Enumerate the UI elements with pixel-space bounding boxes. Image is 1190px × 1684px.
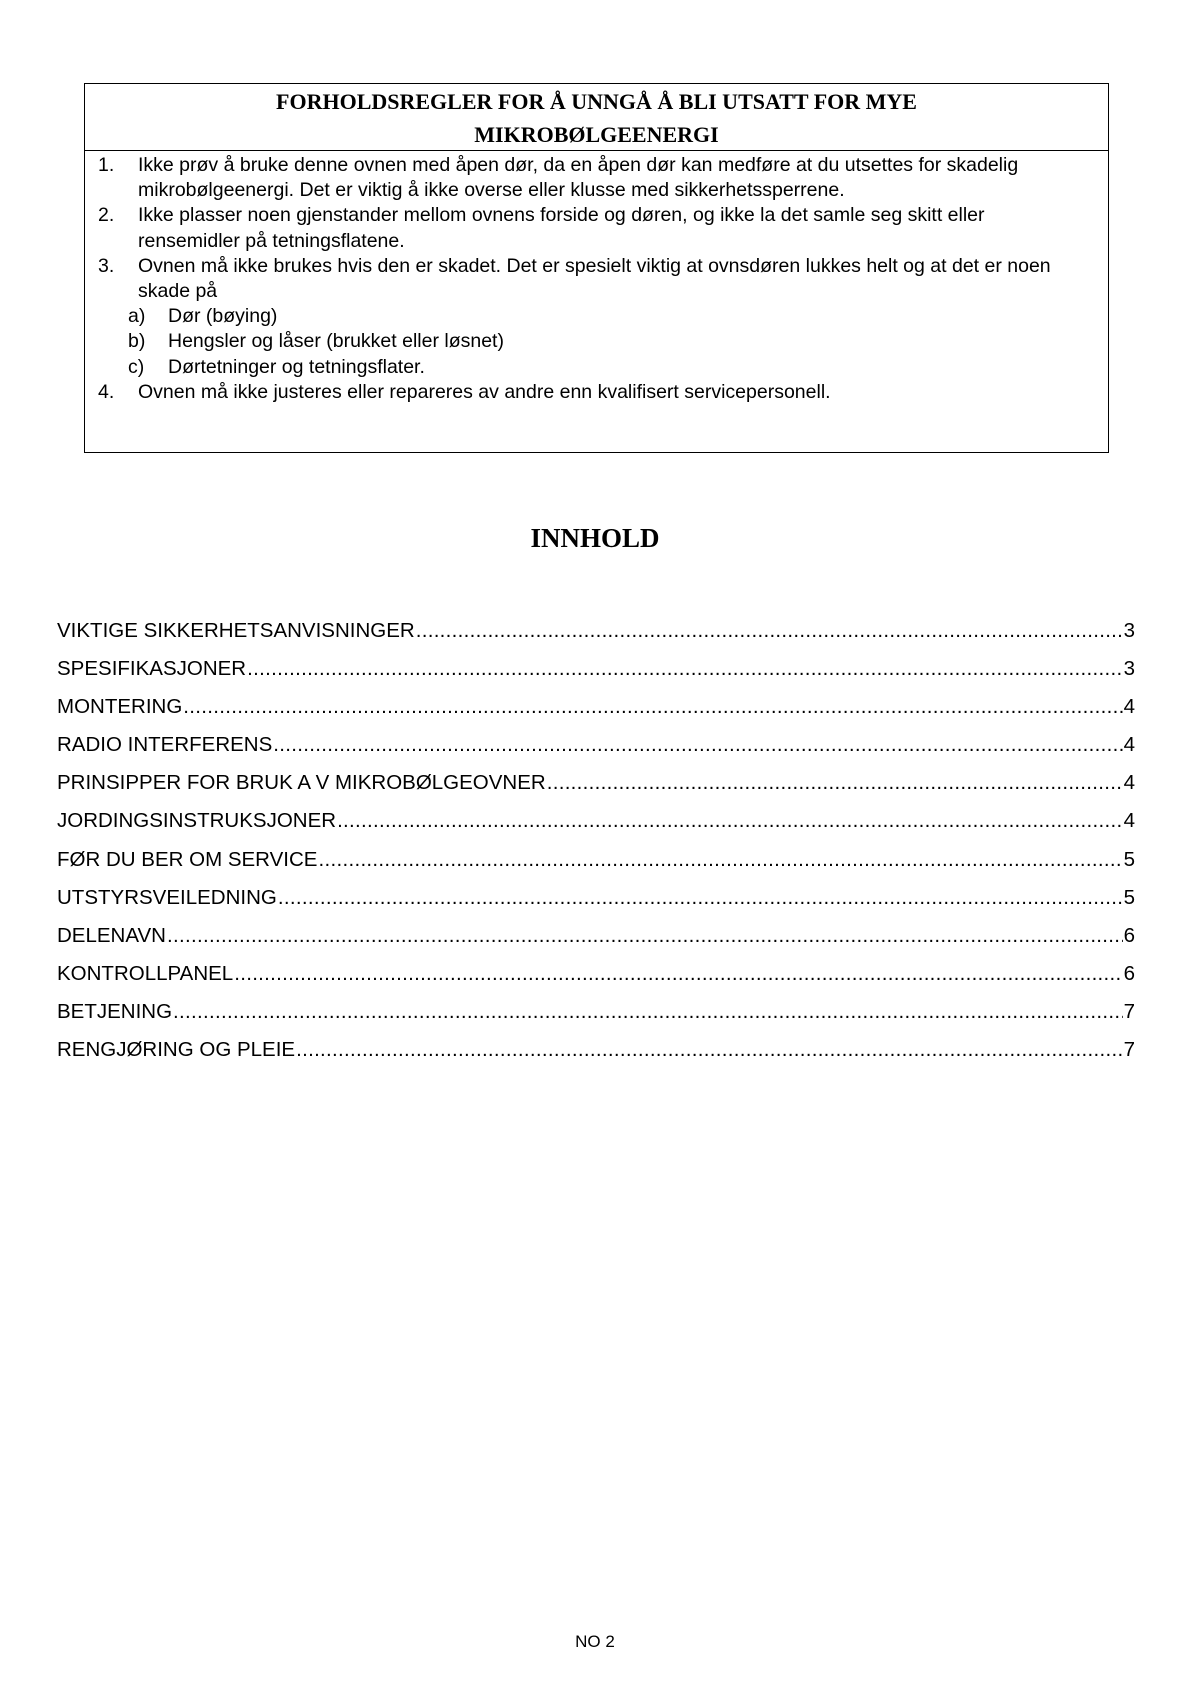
toc-leader-dots <box>296 1036 1123 1064</box>
toc-entry-page: 7 <box>1123 999 1135 1023</box>
toc-entry-page: 3 <box>1123 619 1135 642</box>
table-of-contents <box>57 617 1135 1074</box>
toc-leader-dots <box>337 807 1123 835</box>
toc-leader-dots <box>234 960 1122 988</box>
page-number-footer: NO 2 <box>575 1632 615 1651</box>
subitem-text: Dørtetninger og tetningsflater. <box>168 355 425 378</box>
toc-leader-dots <box>173 998 1123 1026</box>
subitem-letter: b) <box>128 330 146 353</box>
toc-entry-label: MONTERING <box>57 695 183 719</box>
precautions-title <box>85 84 1108 151</box>
precautions-title-line1: FORHOLDSREGLER FOR Å UNNGÅ Å BLI UTSATT FOR MYE <box>276 89 917 114</box>
toc-entry-label: KONTROLLPANEL <box>57 961 234 985</box>
precaution-item-3 <box>85 254 1068 304</box>
precaution-item-2 <box>85 203 1068 253</box>
toc-leader-dots <box>547 769 1123 797</box>
toc-entry-page: 5 <box>1123 885 1135 909</box>
toc-entry[interactable] <box>57 769 1135 807</box>
toc-entry-page: 6 <box>1123 923 1135 947</box>
precaution-subitem-a <box>85 304 1108 329</box>
precaution-number: 2. <box>98 204 115 227</box>
toc-entry-label: VIKTIGE SIKKERHETSANVISNINGER <box>57 619 415 642</box>
toc-title: INNHOLD <box>530 523 660 553</box>
precaution-text: Ikke plasser noen gjenstander mellom ovnens forside og døren, og ikke la det samle seg skitt eller rensemidler på tetningsflatene. <box>138 204 985 252</box>
toc-entry-label: BETJENING <box>57 999 173 1023</box>
toc-leader-dots <box>273 731 1122 759</box>
precaution-number: 1. <box>98 154 115 176</box>
toc-entry-label: PRINSIPPER FOR BRUK A V MIKROBØLGEOVNER <box>57 771 546 795</box>
toc-entry-page: 5 <box>1123 847 1135 871</box>
toc-entry[interactable] <box>57 655 1135 693</box>
subitem-text: Dør (bøying) <box>168 305 278 328</box>
toc-entry-page: 3 <box>1123 657 1135 681</box>
toc-entry-label: DELENAVN <box>57 923 166 947</box>
toc-entry-page: 6 <box>1123 961 1135 985</box>
precaution-item-4 <box>85 380 1068 405</box>
toc-leader-dots <box>167 922 1123 950</box>
subitem-letter: c) <box>128 355 145 378</box>
precautions-box <box>84 83 1109 453</box>
precaution-number: 4. <box>98 380 115 403</box>
precaution-subitem-b <box>85 329 1108 354</box>
toc-entry[interactable] <box>57 960 1135 998</box>
toc-entry[interactable] <box>57 884 1135 922</box>
toc-entry[interactable] <box>57 998 1135 1036</box>
toc-entry-page: 4 <box>1123 771 1135 795</box>
toc-leader-dots <box>318 846 1122 874</box>
toc-entry[interactable] <box>57 731 1135 769</box>
toc-entry[interactable] <box>57 846 1135 884</box>
precaution-subitem-c <box>85 355 1108 380</box>
toc-entry-label: FØR DU BER OM SERVICE <box>57 847 318 871</box>
precaution-text: Ikke prøv å bruke denne ovnen med åpen dør, da en åpen dør kan medføre at du utsettes for skadelig mikrobølgeenergi. Det er viktig å ikke overse eller klusse med sikkerhetssperrene. <box>138 154 1019 202</box>
toc-entry[interactable] <box>57 807 1135 845</box>
toc-entry[interactable] <box>57 1036 1135 1074</box>
toc-leader-dots <box>247 655 1122 683</box>
toc-entry-page: 4 <box>1123 809 1135 833</box>
toc-entry[interactable] <box>57 922 1135 960</box>
toc-entry[interactable] <box>57 617 1135 655</box>
toc-leader-dots <box>416 617 1123 645</box>
precautions-title-line2: MIKROBØLGEENERGI <box>474 122 719 147</box>
toc-entry-label: UTSTYRSVEILEDNING <box>57 885 277 909</box>
toc-entry-label: JORDINGSINSTRUKSJONER <box>57 809 337 833</box>
toc-entry-page: 7 <box>1123 1038 1135 1062</box>
toc-entry[interactable] <box>57 693 1135 731</box>
precaution-number: 3. <box>98 254 115 277</box>
toc-leader-dots <box>278 884 1123 912</box>
subitem-text: Hengsler og låser (brukket eller løsnet) <box>168 330 504 353</box>
toc-entry-label: RENGJØRING OG PLEIE <box>57 1038 296 1062</box>
toc-leader-dots <box>183 693 1122 721</box>
subitem-letter: a) <box>128 305 146 328</box>
toc-entry-label: RADIO INTERFERENS <box>57 733 273 757</box>
toc-entry-page: 4 <box>1123 733 1135 757</box>
precaution-text: Ovnen må ikke justeres eller repareres av andre enn kvalifisert servicepersonell. <box>138 380 831 403</box>
toc-entry-page: 4 <box>1123 695 1135 719</box>
precautions-list <box>85 151 1108 405</box>
precaution-item-1 <box>85 153 1068 203</box>
toc-entry-label: SPESIFIKASJONER <box>57 657 247 681</box>
precaution-text: Ovnen må ikke brukes hvis den er skadet. Det er spesielt viktig at ovnsdøren lukkes helt og at det er noen skade på <box>138 254 1051 303</box>
